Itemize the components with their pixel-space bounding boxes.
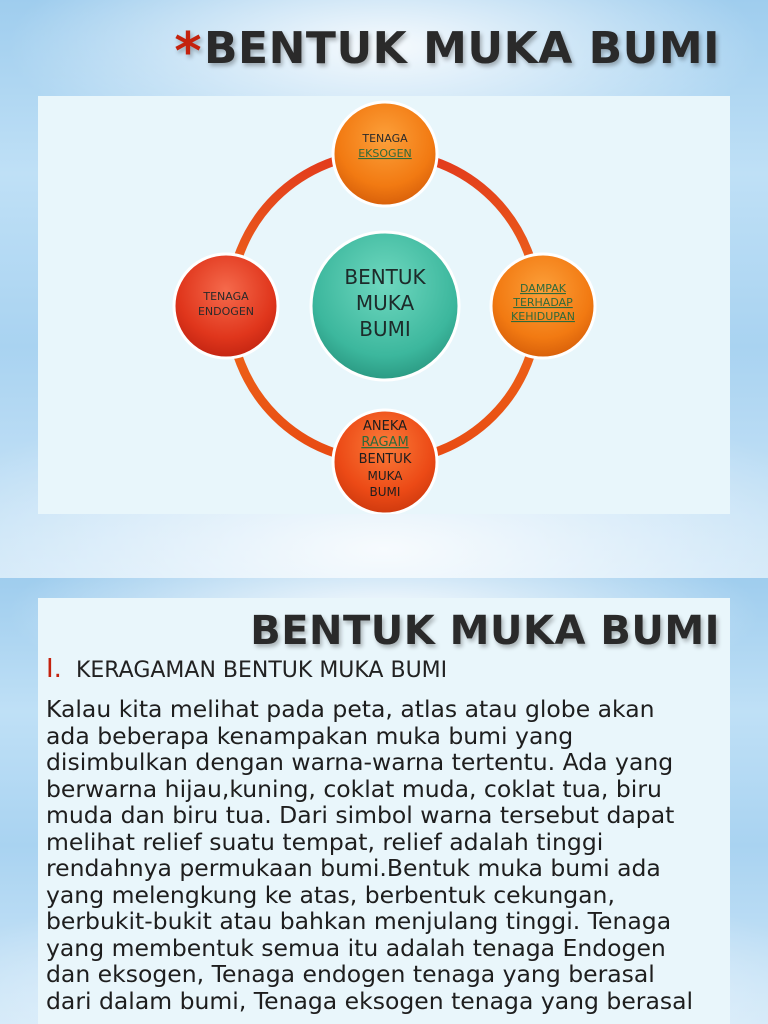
center-label-line2: MUKA: [355, 291, 415, 315]
body-paragraph: [46, 696, 726, 1014]
paragraph-line: yang melengkung ke atas, berbentuk cekungan,: [46, 880, 615, 909]
center-label-line3: BUMI: [359, 317, 411, 341]
aneka-label-line1: ANEKA: [362, 419, 408, 434]
aneka-label-line3: BENTUK: [358, 452, 412, 467]
node-tenaga-eksogen: [333, 102, 437, 206]
paragraph-line: berwarna hijau,kuning, coklat muda, coklat tua, biru: [46, 774, 662, 803]
paragraph-line: melihat relief suatu tempat, relief adalah tinggi: [46, 827, 604, 856]
paragraph-line: ada beberapa kenampakan muka bumi yang: [46, 721, 574, 750]
section-number: I.: [46, 654, 62, 684]
section-title: KERAGAMAN BENTUK MUKA BUMI: [75, 658, 448, 683]
ragam-link[interactable]: RAGAM: [361, 435, 409, 450]
node-dampak: [491, 254, 595, 358]
paragraph-line: disimbulkan dengan warna-warna tertentu. Ada yang: [46, 748, 674, 776]
endogen-label-line1: TENAGA: [203, 290, 249, 303]
paragraph-line: Kalau kita melihat pada peta, atlas atau globe akan: [46, 695, 655, 723]
aneka-label-line5: BUMI: [369, 485, 401, 499]
paragraph-line: dan eksogen, Tenaga endogen tenaga yang berasal: [46, 960, 655, 988]
aneka-label-line4: MUKA: [367, 469, 403, 483]
cycle-diagram: [38, 96, 730, 514]
slide-1-title: [174, 22, 720, 82]
center-node: [311, 232, 459, 380]
diagram-panel: [38, 96, 730, 514]
paragraph-line: berbukit-bukit atau bahkan menjulang tinggi. Tenaga: [46, 907, 672, 935]
title-star: *: [174, 22, 203, 82]
slide-2-title: BENTUK MUKA BUMI: [250, 608, 720, 654]
slide-2: [0, 578, 768, 1024]
eksogen-label-line1: TENAGA: [362, 132, 408, 145]
endogen-label-line2: ENDOGEN: [197, 305, 255, 318]
dampak-link-line3[interactable]: KEHIDUPAN: [511, 310, 575, 323]
section-heading: [46, 654, 447, 684]
paragraph-line: muda dan biru tua. Dari simbol warna tersebut dapat: [46, 801, 675, 829]
paragraph-line: rendahnya permukaan bumi.Bentuk muka bumi ada: [46, 854, 661, 882]
paragraph-line: yang membentuk semua itu adalah tenaga Endogen: [46, 933, 666, 962]
dampak-link-line2[interactable]: TERHADAP: [513, 296, 573, 309]
slide-1-title-text: BENTUK MUKA BUMI: [204, 23, 720, 74]
paragraph-line: dari dalam bumi, Tenaga eksogen tenaga yang berasal: [46, 986, 694, 1015]
center-label-line1: BENTUK: [344, 265, 426, 289]
text-panel: [38, 598, 730, 1024]
dampak-link-line1[interactable]: DAMPAK: [520, 282, 566, 295]
node-tenaga-endogen: [174, 254, 278, 358]
node-aneka-ragam: [333, 410, 437, 514]
eksogen-link[interactable]: EKSOGEN: [358, 147, 412, 160]
